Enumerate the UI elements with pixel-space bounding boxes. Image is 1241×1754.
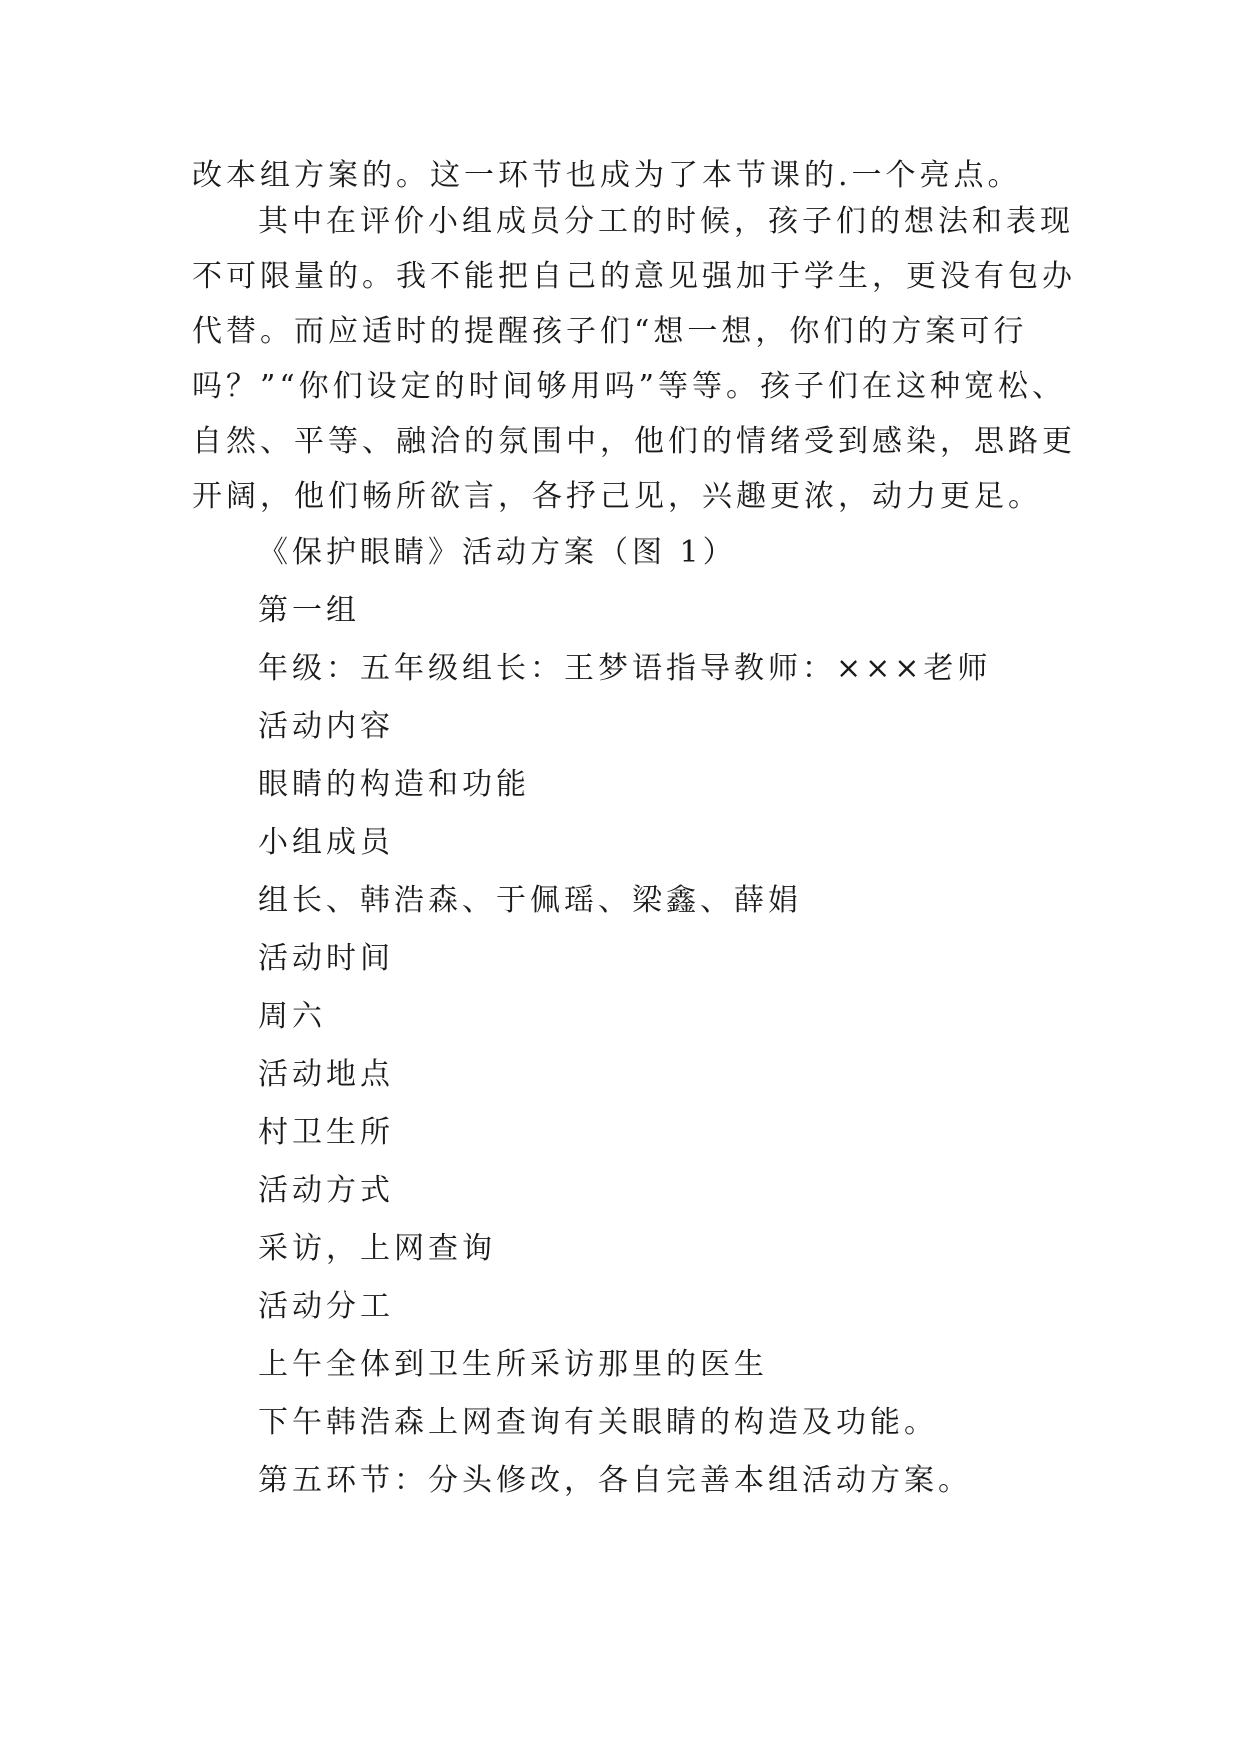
plan-division-value: 下午韩浩森上网查询有关眼睛的构造及功能。 [258, 1405, 938, 1440]
plan-members-label: 小组成员 [258, 825, 394, 860]
plan-info: 年级：五年级组长：王梦语指导教师：×××老师 [258, 651, 992, 686]
plan-place-label: 活动地点 [258, 1057, 394, 1092]
plan-division-value: 上午全体到卫生所采访那里的医生 [258, 1347, 768, 1382]
paragraph-line: 开阔，他们畅所欲言，各抒己见，兴趣更浓，动力更足。 [192, 479, 1042, 514]
plan-content-value: 眼睛的构造和功能 [258, 767, 530, 802]
plan-time-label: 活动时间 [258, 941, 394, 976]
paragraph-line: 吗？”“你们设定的时间够用吗”等等。孩子们在这种宽松、 [192, 369, 1067, 404]
plan-group: 第一组 [258, 593, 360, 628]
paragraph-line: 改本组方案的。这一环节也成为了本节课的.一个亮点。 [192, 158, 1022, 193]
plan-division-label: 活动分工 [258, 1289, 394, 1324]
paragraph-line: 代替。而应适时的提醒孩子们“想一想，你们的方案可行 [192, 314, 1028, 349]
plan-place-value: 村卫生所 [258, 1115, 394, 1150]
paragraph-line: 不可限量的。我不能把自己的意见强加于学生，更没有包办 [192, 259, 1076, 294]
paragraph-line: 其中在评价小组成员分工的时候，孩子们的想法和表现 [258, 204, 1074, 239]
plan-members-value: 组长、韩浩森、于佩瑶、梁鑫、薛娟 [258, 883, 802, 918]
plan-title: 《保护眼睛》活动方案（图 1） [258, 535, 737, 570]
plan-time-value: 周六 [258, 999, 326, 1034]
plan-method-label: 活动方式 [258, 1173, 394, 1208]
plan-content-label: 活动内容 [258, 709, 394, 744]
paragraph-line: 自然、平等、融洽的氛围中，他们的情绪受到感染，思路更 [192, 424, 1076, 459]
step-five-line: 第五环节：分头修改，各自完善本组活动方案。 [258, 1463, 972, 1498]
plan-method-value: 采访，上网查询 [258, 1231, 496, 1266]
